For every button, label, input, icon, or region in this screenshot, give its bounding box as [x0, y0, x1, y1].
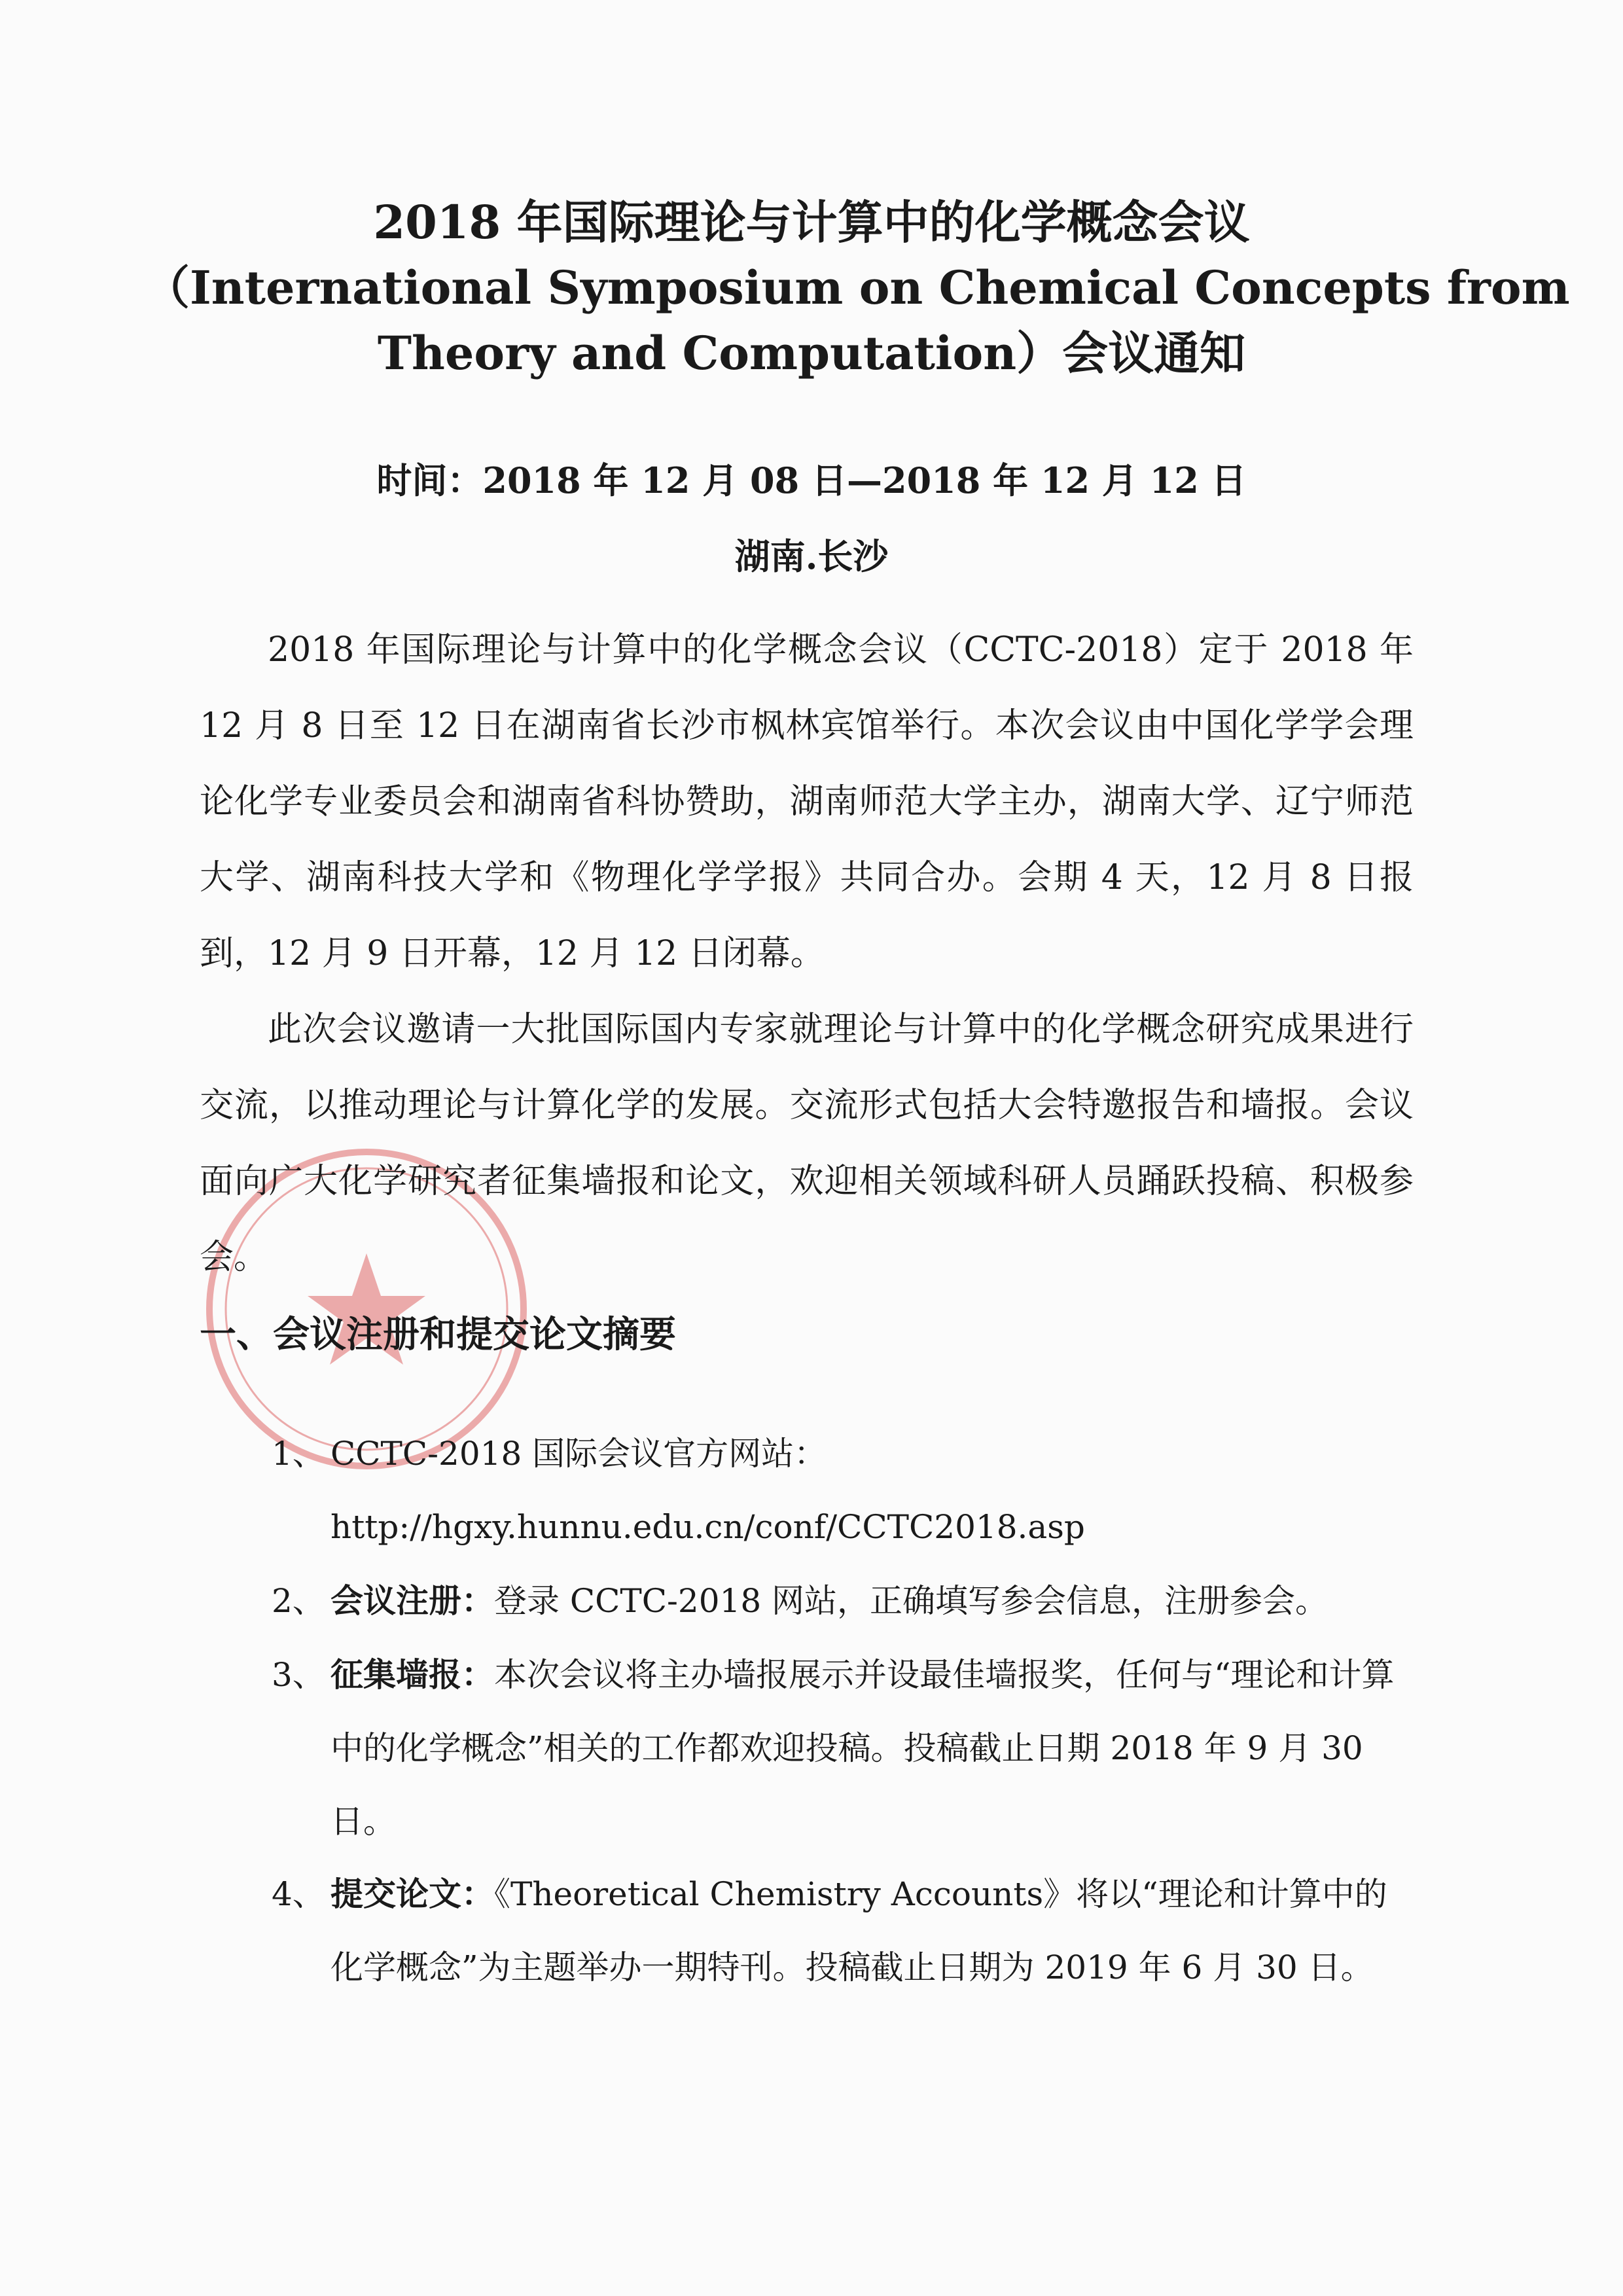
title-line-3: Theory and Computation）会议通知: [377, 326, 1246, 380]
item-lead: 提交论文：: [330, 1874, 494, 1913]
date-line: 时间：2018 年 12 月 08 日—2018 年 12 月 12 日: [376, 459, 1247, 501]
document-title: [144, 190, 1570, 386]
list-item-posters: [272, 1638, 1417, 1858]
item-text: CCTC-2018 国际会议官方网站：: [330, 1435, 827, 1473]
item-number: 3、: [272, 1656, 325, 1694]
item-number: 2、: [272, 1582, 325, 1620]
item-lead: 征集墙报：: [330, 1655, 494, 1694]
title-line-1: 2018 年国际理论与计算中的化学概念会议: [373, 195, 1250, 249]
list-item-website: [272, 1417, 1417, 1564]
item-text: 登录 CCTC-2018 网站，正确填写参会信息，注册参会。: [494, 1582, 1329, 1620]
item-number: 4、: [272, 1875, 325, 1913]
invitation-paragraph: 此次会议邀请一大批国际国内专家就理论与计算中的化学概念研究成果进行交流，以推动理论与计算化学的发展。交流形式包括大会特邀报告和墙报。会议面向广大化学研究者征集墙报和论文，欢迎相关领域科研人员踊跃投稿、积极参会。: [200, 1010, 1414, 1277]
item-text: 《Theoretical Chemistry Accounts》将以“理论和计算中的化学概念”为主题举办一期特刊。投稿截止日期为 2019 年 6 月 30 日。: [330, 1875, 1387, 1986]
list-item-registration: [272, 1564, 1417, 1638]
website-link[interactable]: http://hgxy.hunnu.edu.cn/conf/CCTC2018.asp: [330, 1508, 1085, 1546]
place-line: 湖南.长沙: [734, 535, 889, 577]
item-number: 1、: [272, 1435, 325, 1473]
item-lead: 会议注册：: [330, 1581, 494, 1620]
section-heading-registration: 一、会议注册和提交论文摘要: [200, 1313, 676, 1356]
list-item-papers: [272, 1857, 1417, 2004]
intro-paragraph: 2018 年国际理论与计算中的化学概念会议（CCTC-2018）定于 2018 年 12 月 8 日至 12 日在湖南省长沙市枫林宾馆举行。本次会议由中国化学学会理论化学专业委员会和湖南省科协赞助，湖南师范大学主办，湖南大学、辽宁师范大学、湖南科技大学和《物理化学学报》共同合办。会期 4 天，12 月 8 日报到，12 月 9 日开幕，12 月 12 日闭幕。: [200, 630, 1414, 973]
title-line-2: （International Symposium on Chemical Concepts from: [144, 260, 1570, 315]
item-text: 本次会议将主办墙报展示并设最佳墙报奖，任何与“理论和计算中的化学概念”相关的工作都欢迎投稿。投稿截止日期 2018 年 9 月 30 日。: [330, 1656, 1395, 1840]
